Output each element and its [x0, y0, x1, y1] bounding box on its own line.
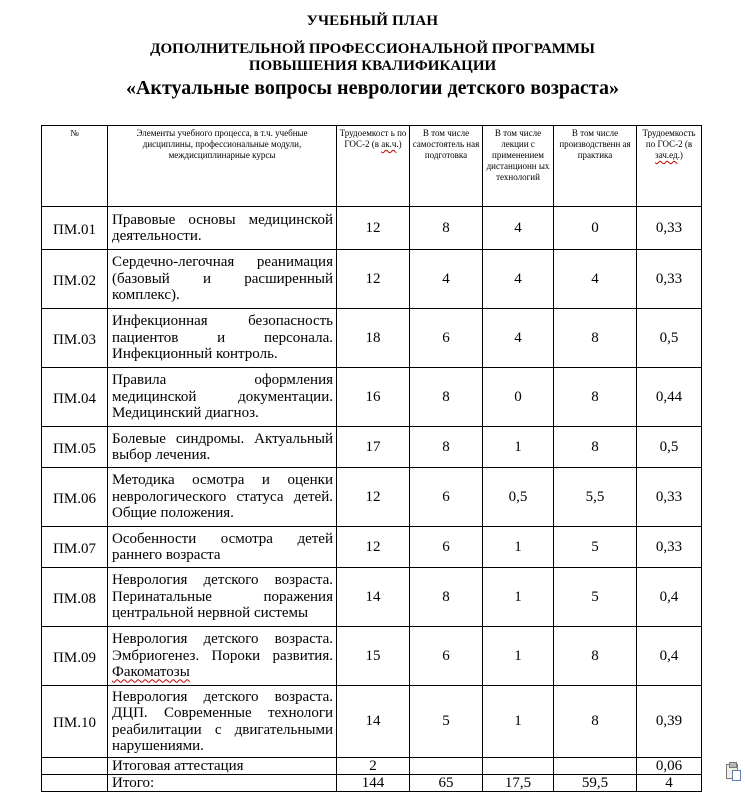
- row-lectures: 1: [483, 686, 554, 758]
- row-name: Неврология детского возраста. Эмбриогенез. Пороки развития. Факоматозы: [108, 627, 337, 686]
- row-name: Особенности осмотра детей раннего возраста: [108, 527, 337, 568]
- row-units: 0,4: [637, 627, 702, 686]
- header-number: №: [42, 126, 108, 207]
- row-name: Правовые основы медицинской деятельности.: [108, 207, 337, 250]
- table-row: [42, 309, 702, 368]
- row-practice: 8: [554, 309, 637, 368]
- row-lectures: 0,5: [483, 468, 554, 527]
- row-self-study: 8: [410, 427, 483, 468]
- final-exam-practice: [554, 758, 637, 775]
- row-lectures: 1: [483, 527, 554, 568]
- table-row: [42, 686, 702, 758]
- row-self-study: 6: [410, 527, 483, 568]
- subtitle-line-2: ПОВЫШЕНИЯ КВАЛИФИКАЦИИ: [248, 58, 497, 74]
- row-hours: 12: [337, 207, 410, 250]
- table-row: [42, 568, 702, 627]
- row-units: 0,4: [637, 568, 702, 627]
- row-practice: 5: [554, 527, 637, 568]
- row-practice: 4: [554, 250, 637, 309]
- row-hours: 12: [337, 468, 410, 527]
- row-self-study: 8: [410, 207, 483, 250]
- row-units: 0,33: [637, 207, 702, 250]
- row-hours: 14: [337, 686, 410, 758]
- row-self-study: 8: [410, 368, 483, 427]
- row-lectures: 4: [483, 309, 554, 368]
- row-practice: 8: [554, 427, 637, 468]
- row-lectures: 0: [483, 368, 554, 427]
- row-units: 0,5: [637, 427, 702, 468]
- row-lectures: 1: [483, 427, 554, 468]
- table-row: [42, 468, 702, 527]
- row-practice: 0: [554, 207, 637, 250]
- program-name: «Актуальные вопросы неврологии детского возраста»: [125, 77, 620, 99]
- table-row: [42, 427, 702, 468]
- row-lectures: 1: [483, 568, 554, 627]
- header-self-study: В том числе самостоятель ная подготовка: [410, 126, 483, 207]
- row-units: 0,33: [637, 527, 702, 568]
- row-units: 0,33: [637, 468, 702, 527]
- row-self-study: 8: [410, 568, 483, 627]
- row-lectures: 4: [483, 207, 554, 250]
- row-name: Методика осмотра и оценки неврологического статуса детей. Общие положения.: [108, 468, 337, 527]
- row-code: ПМ.06: [42, 468, 108, 527]
- row-code: ПМ.10: [42, 686, 108, 758]
- row-code: ПМ.09: [42, 627, 108, 686]
- final-exam-name: Итоговая аттестация: [108, 758, 337, 775]
- total-practice: 59,5: [554, 775, 637, 792]
- row-code: ПМ.05: [42, 427, 108, 468]
- total-units: 4: [637, 775, 702, 792]
- row-name: Неврология детского возраста. ДЦП. Современные технологи реабилитации с двигательными нарушениями.: [108, 686, 337, 758]
- total-self-study: 65: [410, 775, 483, 792]
- row-units: 0,5: [637, 309, 702, 368]
- row-self-study: 6: [410, 627, 483, 686]
- table-row: [42, 368, 702, 427]
- row-units: 0,39: [637, 686, 702, 758]
- row-code: ПМ.07: [42, 527, 108, 568]
- row-lectures: 1: [483, 627, 554, 686]
- final-exam-hours: 2: [337, 758, 410, 775]
- final-exam-units: 0,06: [637, 758, 702, 775]
- final-exam-lectures: [483, 758, 554, 775]
- curriculum-table: [41, 125, 702, 792]
- document-subtitle: [0, 41, 745, 75]
- row-self-study: 6: [410, 309, 483, 368]
- header-labor-units: Трудоемкость по ГОС-2 (в зач.ед.): [637, 126, 702, 207]
- row-hours: 12: [337, 527, 410, 568]
- row-practice: 5: [554, 568, 637, 627]
- total-code: [42, 775, 108, 792]
- header-labor-hours: Трудоемкост ь по ГОС-2 (в ак.ч.): [337, 126, 410, 207]
- row-code: ПМ.02: [42, 250, 108, 309]
- row-code: ПМ.04: [42, 368, 108, 427]
- row-name: Неврология детского возраста. Перинатальные поражения центральной нервной системы: [108, 568, 337, 627]
- row-name: Инфекционная безопасность пациентов и персонала. Инфекционный контроль.: [108, 309, 337, 368]
- final-exam-code: [42, 758, 108, 775]
- row-code: ПМ.03: [42, 309, 108, 368]
- row-name: Правила оформления медицинской документации. Медицинский диагноз.: [108, 368, 337, 427]
- row-units: 0,44: [637, 368, 702, 427]
- total-lectures: 17,5: [483, 775, 554, 792]
- total-name: Итого:: [108, 775, 337, 792]
- row-self-study: 6: [410, 468, 483, 527]
- row-practice: 8: [554, 627, 637, 686]
- row-self-study: 4: [410, 250, 483, 309]
- row-lectures: 4: [483, 250, 554, 309]
- table-row: [42, 527, 702, 568]
- row-hours: 16: [337, 368, 410, 427]
- table-row: [42, 250, 702, 309]
- total-hours: 144: [337, 775, 410, 792]
- table-header-row: [42, 126, 702, 207]
- final-exam-self-study: [410, 758, 483, 775]
- row-hours: 17: [337, 427, 410, 468]
- row-hours: 14: [337, 568, 410, 627]
- row-code: ПМ.01: [42, 207, 108, 250]
- header-lectures: В том числе лекции с применением дистанционн ых технологий: [483, 126, 554, 207]
- header-elements: Элементы учебного процесса, в т.ч. учебные дисциплины, профессиональные модули, междисциплинарные курсы: [108, 126, 337, 207]
- row-hours: 18: [337, 309, 410, 368]
- row-practice: 8: [554, 368, 637, 427]
- row-practice: 5,5: [554, 468, 637, 527]
- row-practice: 8: [554, 686, 637, 758]
- final-exam-row: [42, 758, 702, 775]
- row-hours: 12: [337, 250, 410, 309]
- paste-options-icon[interactable]: [726, 764, 738, 779]
- row-name: Болевые синдромы. Актуальный выбор лечения.: [108, 427, 337, 468]
- row-hours: 15: [337, 627, 410, 686]
- row-code: ПМ.08: [42, 568, 108, 627]
- row-self-study: 5: [410, 686, 483, 758]
- subtitle-line-1: ДОПОЛНИТЕЛЬНОЙ ПРОФЕССИОНАЛЬНОЙ ПРОГРАММЫ: [150, 41, 595, 57]
- row-units: 0,33: [637, 250, 702, 309]
- table-row: [42, 207, 702, 250]
- header-practice: В том числе производственн ая практика: [554, 126, 637, 207]
- table-row: [42, 627, 702, 686]
- row-name: Сердечно-легочная реанимация (базовый и расширенный комплекс).: [108, 250, 337, 309]
- document-title: УЧЕБНЫЙ ПЛАН: [306, 13, 439, 29]
- total-row: [42, 775, 702, 792]
